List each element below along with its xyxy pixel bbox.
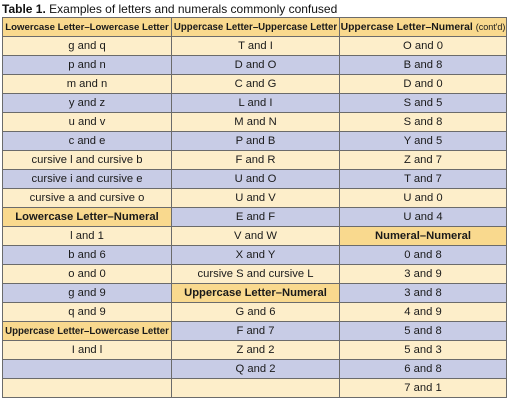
table-cell: q and 9 xyxy=(3,303,172,322)
table-row xyxy=(3,284,507,303)
table-cell: cursive S and cursive L xyxy=(172,265,340,284)
table-cell: B and 8 xyxy=(340,56,507,75)
table-cell: 7 and 1 xyxy=(340,379,507,398)
table-row xyxy=(3,360,507,379)
table-cell: m and n xyxy=(3,75,172,94)
table-cell: 0 and 8 xyxy=(340,246,507,265)
table-cell: V and W xyxy=(172,227,340,246)
table-cell xyxy=(3,360,172,379)
table-cell: o and 0 xyxy=(3,265,172,284)
table-cell: 3 and 8 xyxy=(340,284,507,303)
table-cell: cursive i and cursive e xyxy=(3,170,172,189)
table-cell: 3 and 9 xyxy=(340,265,507,284)
column-header-uppercase-uppercase xyxy=(172,18,340,37)
table-cell: Z and 7 xyxy=(340,151,507,170)
table-row xyxy=(3,246,507,265)
table-cell: p and n xyxy=(3,56,172,75)
section-header-cell: Uppercase Letter–Lowercase Letter xyxy=(3,322,172,341)
table-cell: Q and 2 xyxy=(172,360,340,379)
header-suffix: (cont'd) xyxy=(475,21,506,32)
table-cell: u and v xyxy=(3,113,172,132)
table-cell: T and 7 xyxy=(340,170,507,189)
caption-text: Examples of letters and numerals commonly confused xyxy=(49,2,338,16)
table-cell: C and G xyxy=(172,75,340,94)
table-cell: S and 5 xyxy=(340,94,507,113)
table-cell xyxy=(3,379,172,398)
table-row xyxy=(3,113,507,132)
table-cell: U and 0 xyxy=(340,189,507,208)
table-cell: M and N xyxy=(172,113,340,132)
table-row xyxy=(3,322,507,341)
table-cell: Z and 2 xyxy=(172,341,340,360)
table-cell: 4 and 9 xyxy=(340,303,507,322)
section-header-cell: Numeral–Numeral xyxy=(340,227,507,246)
table-cell: 5 and 8 xyxy=(340,322,507,341)
caption-label: Table 1. xyxy=(2,2,46,16)
section-header-cell: Uppercase Letter–Numeral xyxy=(172,284,340,303)
table-cell xyxy=(172,379,340,398)
table-row xyxy=(3,37,507,56)
table-row xyxy=(3,208,507,227)
confusion-table xyxy=(2,17,507,398)
table-cell: P and B xyxy=(172,132,340,151)
section-header-cell: Lowercase Letter–Numeral xyxy=(3,208,172,227)
table-cell: L and I xyxy=(172,94,340,113)
table-cell: I and l xyxy=(3,341,172,360)
table-cell: T and I xyxy=(172,37,340,56)
table-cell: F and 7 xyxy=(172,322,340,341)
table-cell: E and F xyxy=(172,208,340,227)
table-row xyxy=(3,303,507,322)
column-header-uppercase-numeral xyxy=(340,18,507,37)
table-row xyxy=(3,56,507,75)
column-header-lowercase-lowercase xyxy=(3,18,172,37)
table-cell: U and 4 xyxy=(340,208,507,227)
table-cell: g and 9 xyxy=(3,284,172,303)
table-cell: X and Y xyxy=(172,246,340,265)
table-row xyxy=(3,170,507,189)
table-body xyxy=(3,37,507,398)
table-row xyxy=(3,379,507,398)
table-cell: G and 6 xyxy=(172,303,340,322)
table-row xyxy=(3,189,507,208)
header-row xyxy=(3,18,507,37)
table-cell: U and O xyxy=(172,170,340,189)
table-cell: l and 1 xyxy=(3,227,172,246)
table-caption xyxy=(2,1,337,17)
table-row xyxy=(3,227,507,246)
header-text: Uppercase Letter–Uppercase Letter xyxy=(173,21,338,33)
table-cell: y and z xyxy=(3,94,172,113)
table-cell: 6 and 8 xyxy=(340,360,507,379)
table-cell: cursive l and cursive b xyxy=(3,151,172,170)
table-row xyxy=(3,341,507,360)
table-cell: D and O xyxy=(172,56,340,75)
table-cell: F and R xyxy=(172,151,340,170)
table-row xyxy=(3,75,507,94)
table-row xyxy=(3,151,507,170)
table-cell: U and V xyxy=(172,189,340,208)
table-row xyxy=(3,265,507,284)
table-cell: b and 6 xyxy=(3,246,172,265)
table-cell: Y and 5 xyxy=(340,132,507,151)
header-text: Uppercase Letter–Numeral xyxy=(340,21,473,33)
table-cell: D and 0 xyxy=(340,75,507,94)
table-cell: cursive a and cursive o xyxy=(3,189,172,208)
table-cell: O and 0 xyxy=(340,37,507,56)
table-cell: g and q xyxy=(3,37,172,56)
table-cell: 5 and 3 xyxy=(340,341,507,360)
table-row xyxy=(3,94,507,113)
table-cell: c and e xyxy=(3,132,172,151)
header-text: Lowercase Letter–Lowercase Letter xyxy=(5,21,169,33)
table-row xyxy=(3,132,507,151)
table-cell: S and 8 xyxy=(340,113,507,132)
